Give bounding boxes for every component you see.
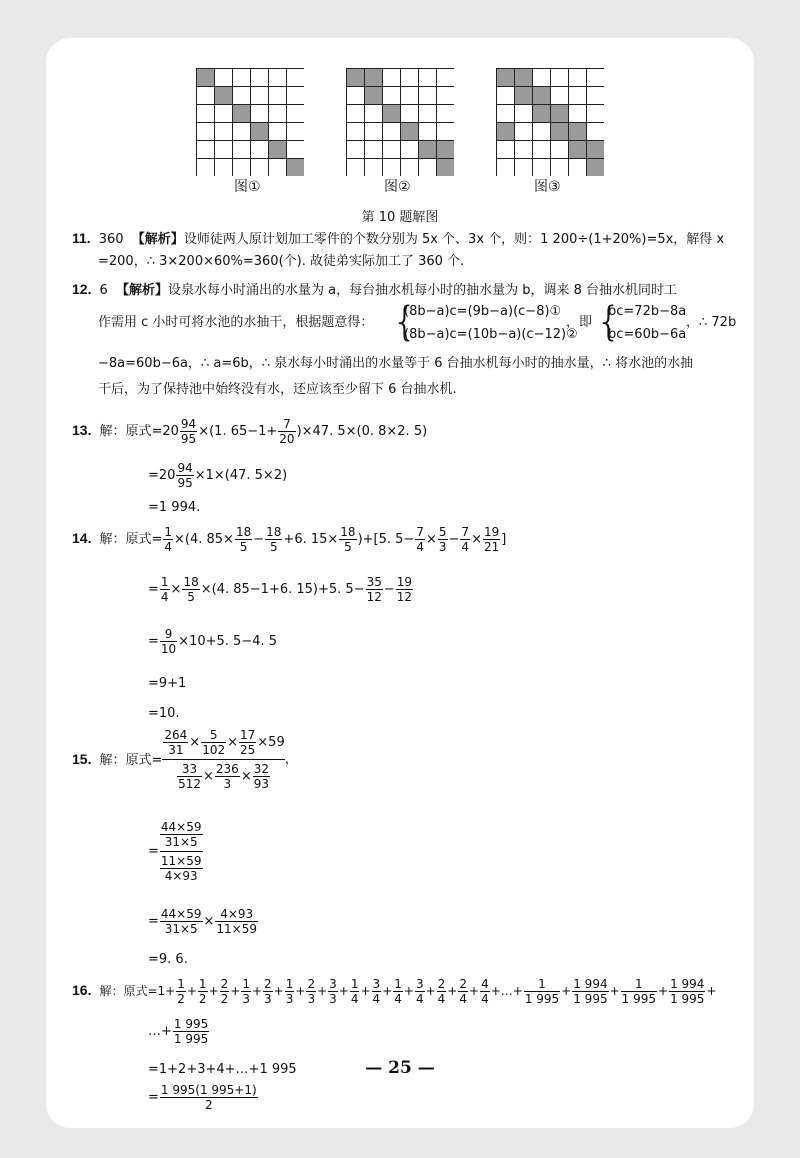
q13-frac-1: $\frac{94}{95}$ [180, 417, 197, 446]
grid-cell-shaded [251, 123, 269, 141]
grid-cell [215, 105, 233, 123]
q13-line-2: =20 $\frac{94}{95}$ ×1×(47. 5×2) [148, 461, 288, 490]
q11-tag: 【解析】 [131, 232, 184, 247]
grid-cell [269, 123, 287, 141]
grid-cell-shaded [569, 141, 587, 159]
grid-cell [569, 159, 587, 177]
q11-text-1: 设师徒两人原计划加工零件的个数分别为 5x 个、3x 个，则：1 200÷(1+20%)=5x，解得 x [183, 232, 725, 247]
grid-cell [587, 123, 605, 141]
page-number: — 25 — [365, 1058, 435, 1078]
q15-complex-fraction: $\frac{264}{31}$ × $\frac{5}{102}$ × $\frac{17}{25}$ ×59 $\frac{33}{512}$ × $\frac{236}{3}$ × $\frac{32}{93}$ [164, 728, 285, 791]
grid-cell-shaded [587, 159, 605, 177]
grid-cell [551, 87, 569, 105]
fraction: $\frac{1}{3}$ [285, 977, 294, 1006]
fraction: $\frac{1}{2}$ [177, 977, 185, 1006]
grid-cell [233, 69, 251, 87]
grid-cell-shaded [347, 69, 365, 87]
grid-cell-shaded [437, 159, 455, 177]
q16-line-4: = $\frac{1 995(1 995+1)}{2}$ [148, 1083, 257, 1112]
grid-cell-shaded [533, 87, 551, 105]
q12-system-eq-2: (8b−a)c=(10b−a)(c−12)② [404, 327, 578, 342]
grid-cell [233, 141, 251, 159]
grid-cell [497, 87, 515, 105]
grid-cell-shaded [383, 105, 401, 123]
q12-system-eq-4: bc=60b−6a [608, 327, 687, 342]
q13-frac-3: $\frac{94}{95}$ [177, 461, 193, 490]
q11-answer: 360 [98, 232, 124, 247]
q14-number: 14. [72, 530, 92, 546]
grid-cell [551, 141, 569, 159]
fraction: $\frac{1 994}{1 995}$ [670, 977, 705, 1006]
grid-cell [383, 141, 401, 159]
grid-cell [365, 141, 383, 159]
grid-cell [587, 87, 605, 105]
grid-cell [587, 105, 605, 123]
grid-cell [287, 87, 305, 105]
fraction: $\frac{2}{2}$ [220, 977, 229, 1006]
fraction: $\frac{1 994}{1 995}$ [573, 977, 608, 1006]
q15-number: 15. [72, 750, 92, 767]
q16-number: 16. [72, 982, 92, 998]
fraction: $\frac{1}{3}$ [242, 977, 250, 1006]
grid-cell [269, 69, 287, 87]
grid-cell [569, 69, 587, 87]
grid-cell [197, 87, 215, 105]
grid-cell [551, 69, 569, 87]
q16-lead: 解：原式=1+ [99, 984, 176, 998]
q13-mid-1: ×(1. 65−1+ [198, 424, 278, 439]
q15-line-2: = 44×59 31×5 11×59 4×93 [148, 820, 202, 883]
q12-tag: 【解析】 [116, 283, 169, 298]
figure-caption-2: 图② [384, 179, 411, 195]
grid-cell [569, 105, 587, 123]
q12-line-2: 作需用 c 小时可将水池的水抽干，根据题意得： [98, 315, 374, 330]
q12-brace-1: { [392, 299, 418, 345]
grid-cell [287, 105, 305, 123]
grid-cell [515, 159, 533, 177]
fraction: $\frac{2}{4}$ [437, 977, 446, 1006]
q12-text-tail: ，∴ 72b [686, 315, 737, 330]
grid-cell [419, 123, 437, 141]
grid-cell [401, 69, 419, 87]
fraction: $\frac{2}{3}$ [307, 977, 316, 1006]
grid-cell [365, 159, 383, 177]
q14-line-4: =9+1 [148, 676, 187, 691]
grid-cell [515, 105, 533, 123]
grid-cell [419, 159, 437, 177]
grid-cell [251, 159, 269, 177]
q14-line-2: = $\frac{1}{4}$ × $\frac{18}{5}$ ×(4. 85−1+6. 15)+5. 5− $\frac{35}{12}$ − $\frac{19}{12}$ [148, 575, 413, 604]
grid-cell [533, 123, 551, 141]
q13-line-3: =1 994. [148, 500, 201, 515]
grid-cell-shaded [215, 87, 233, 105]
fraction: $\frac{4}{4}$ [481, 977, 489, 1006]
grid-cell [497, 105, 515, 123]
q14-line-1: 14. 解：原式= $\frac{1}{4}$ ×(4. 85× $\frac{18}{5}$ − $\frac{18}{5}$ +6. 15× $\frac{18}{5}$ )+[5. 5− $\frac{7}{4}$ × $\frac{5}{3}$ − $\frac{7}{4}$ × $\frac{19}{21}$ ] [72, 525, 507, 554]
grid-cell [287, 123, 305, 141]
q12-system-eq-3: bc=72b−8a [608, 304, 687, 319]
grid-cell [251, 69, 269, 87]
grid-cell [383, 69, 401, 87]
q15-line-1: 15. 解：原式= $\frac{264}{31}$ × $\frac{5}{102}$ × $\frac{17}{25}$ ×59 $\frac{33}{512}$ × $\frac{236}{3}$ × $\frac{32}{93}$ ， [72, 728, 298, 791]
grid-cell-shaded [365, 87, 383, 105]
grid-cell [233, 87, 251, 105]
grid-cell [233, 123, 251, 141]
grid-cell-shaded [497, 123, 515, 141]
q12-answer: 6 [99, 283, 108, 298]
grid-cell [251, 87, 269, 105]
grid-cell [347, 87, 365, 105]
q14-line-5: =10. [148, 706, 180, 721]
grid-cell [347, 141, 365, 159]
grid-cell [269, 87, 287, 105]
grid-cell [233, 159, 251, 177]
q16-line-1: 16. 解：原式=1+ $\frac{1}{2}$ + $\frac{1}{2}$ + $\frac{2}{2}$ + $\frac{1}{3}$ + $\frac{2}{3}$ + $\frac{1}{3}$ + $\frac{2}{3}$ + $\frac{3}{3}$ + $\frac{1}{4}$ + $\frac{3}{4}$ + $\frac{1}{4}$ + $\frac{3}{4}$ + $\frac{2}{4}$ + $\frac{2}{4}$ + $\frac{4}{4}$ +…+ $\frac{1}{1 995}$ + $\frac{1 994}{1 995}$ + $\frac{1}{1 995}$ + $\frac{1 994}{1 995}$ + [72, 977, 717, 1006]
grid-cell [587, 69, 605, 87]
q14-line-3: = $\frac{9}{10}$ ×10+5. 5−4. 5 [148, 627, 278, 656]
grid-cell-shaded [515, 69, 533, 87]
q12-line-3: −8a=60b−6a，∴ a=6b，∴ 泉水每小时涌出的水量等于 6 台抽水机每小时的抽水量，∴ 将水池的水抽 [98, 356, 694, 371]
grid-cell [215, 69, 233, 87]
grid-cell [401, 159, 419, 177]
q13-number: 13. [72, 422, 92, 438]
fraction: $\frac{3}{3}$ [329, 977, 337, 1006]
fraction: $\frac{1}{4}$ [394, 977, 402, 1006]
grid-cell [347, 105, 365, 123]
q11-number: 11. [72, 230, 91, 246]
q12-brace-2: { [596, 299, 622, 345]
grid-cell [197, 105, 215, 123]
grid-cell [437, 87, 455, 105]
grid-cell [197, 159, 215, 177]
grid-cell [419, 105, 437, 123]
grid-cell [401, 105, 419, 123]
grid-cell [533, 159, 551, 177]
grid-cell [419, 87, 437, 105]
grid-cell [269, 105, 287, 123]
fraction: $\frac{2}{4}$ [459, 977, 467, 1006]
grid-cell-shaded [437, 141, 455, 159]
grid-cell [215, 141, 233, 159]
grid-cell-shaded [497, 69, 515, 87]
grid-cell [551, 159, 569, 177]
q15-line-4: =9. 6. [148, 952, 188, 967]
grid-cell [515, 123, 533, 141]
grid-cell [569, 87, 587, 105]
q13-line-1 [72, 410, 427, 452]
grid-cell [287, 141, 305, 159]
q13-lead: 解：原式=20 [99, 424, 179, 439]
grid-cell [497, 141, 515, 159]
fraction: $\frac{1}{4}$ [350, 977, 359, 1006]
grid-cell [197, 123, 215, 141]
grid-cell [251, 105, 269, 123]
figure-caption-1: 图① [234, 179, 261, 195]
grid-cell [215, 123, 233, 141]
grid-cell [383, 87, 401, 105]
q12-line-4: 干后，为了保持池中始终没有水，还应该至少留下 6 台抽水机. [98, 382, 457, 397]
q11-line-2: =200，∴ 3×200×60%=360(个). 故徒弟实际加工了 360 个. [98, 254, 465, 269]
grid-cell-shaded [569, 123, 587, 141]
grid-cell-shaded [287, 159, 305, 177]
grid-cell-shaded [269, 141, 287, 159]
grid-cell [365, 105, 383, 123]
grid-cell [347, 123, 365, 141]
q12-system-eq-1: (8b−a)c=(9b−a)(c−8)① [404, 304, 562, 319]
fraction: $\frac{1}{2}$ [198, 977, 207, 1006]
fraction: $\frac{1}{1 995}$ [524, 977, 560, 1006]
grid-cell [287, 69, 305, 87]
grid-cell-shaded [515, 87, 533, 105]
grid-figure-3 [496, 68, 604, 176]
grid-cell-shaded [533, 105, 551, 123]
q12-line-1 [72, 281, 677, 299]
grid-cell-shaded [551, 105, 569, 123]
grid-cell [401, 141, 419, 159]
grid-cell-shaded [365, 69, 383, 87]
q12-text-1: 设泉水每小时涌出的水量为 a，每台抽水机每小时的抽水量为 b，调来 8 台抽水机同时工 [168, 283, 678, 298]
grid-cell [383, 159, 401, 177]
figure-title: 第 10 题解图 [361, 210, 439, 225]
grid-cell-shaded [419, 141, 437, 159]
grid-cell [215, 159, 233, 177]
grid-cell [401, 87, 419, 105]
grid-cell-shaded [233, 105, 251, 123]
fraction: $\frac{1}{1 995}$ [621, 977, 657, 1006]
grid-cell-shaded [551, 123, 569, 141]
q14-lead: 解：原式= [99, 532, 163, 547]
grid-cell-shaded [197, 69, 215, 87]
fraction: $\frac{3}{4}$ [372, 977, 381, 1006]
grid-cell [497, 159, 515, 177]
grid-cell [437, 123, 455, 141]
grid-cell [251, 141, 269, 159]
grid-cell [533, 141, 551, 159]
grid-cell-shaded [401, 123, 419, 141]
grid-cell [533, 69, 551, 87]
q15-lead: 解：原式= [99, 752, 163, 768]
q16-line-2: …+ $\frac{1 995}{1 995}$ [148, 1017, 209, 1046]
grid-cell [383, 123, 401, 141]
grid-cell [197, 141, 215, 159]
fraction: $\frac{2}{3}$ [264, 977, 272, 1006]
q11-line-1 [72, 230, 724, 248]
q13-frac-2: $\frac{7}{20}$ [279, 417, 295, 446]
page [46, 38, 754, 1128]
grid-cell [365, 123, 383, 141]
grid-figure-1 [196, 68, 304, 176]
q13-mid-2: )×47. 5×(0. 8×2. 5) [296, 424, 428, 439]
grid-cell [269, 159, 287, 177]
grid-cell-shaded [587, 141, 605, 159]
q15-line-3: = $\frac{44\times 59}{31\times 5}$ × $\frac{4\times 93}{11\times 59}$ [148, 907, 257, 936]
figure-caption-3: 图③ [534, 179, 561, 195]
q12-number: 12. [72, 281, 92, 297]
q16-tail: $\frac{1}{1 995}$ + $\frac{1 994}{1 995}$ + $\frac{1}{1 995}$ + $\frac{1 994}{1 995}$ + [524, 977, 717, 1006]
grid-figure-2 [346, 68, 454, 176]
grid-cell [347, 159, 365, 177]
grid-cell [437, 105, 455, 123]
q16-line-3: =1+2+3+4+…+1 995 [148, 1062, 297, 1077]
fraction: $\frac{3}{4}$ [415, 977, 424, 1006]
grid-cell [515, 141, 533, 159]
grid-cell [437, 69, 455, 87]
grid-cell [419, 69, 437, 87]
q12-text-ji: ，即 [566, 315, 593, 330]
q16-sequence: $\frac{1}{2}$ + $\frac{1}{2}$ + $\frac{2}{2}$ + $\frac{1}{3}$ + $\frac{2}{3}$ + $\frac{1}{3}$ + $\frac{2}{3}$ + $\frac{3}{3}$ + $\frac{1}{4}$ + $\frac{3}{4}$ + $\frac{1}{4}$ + $\frac{3}{4}$ + $\frac{2}{4}$ + $\frac{2}{4}$ + $\frac{4}{4}$ [177, 977, 489, 1006]
